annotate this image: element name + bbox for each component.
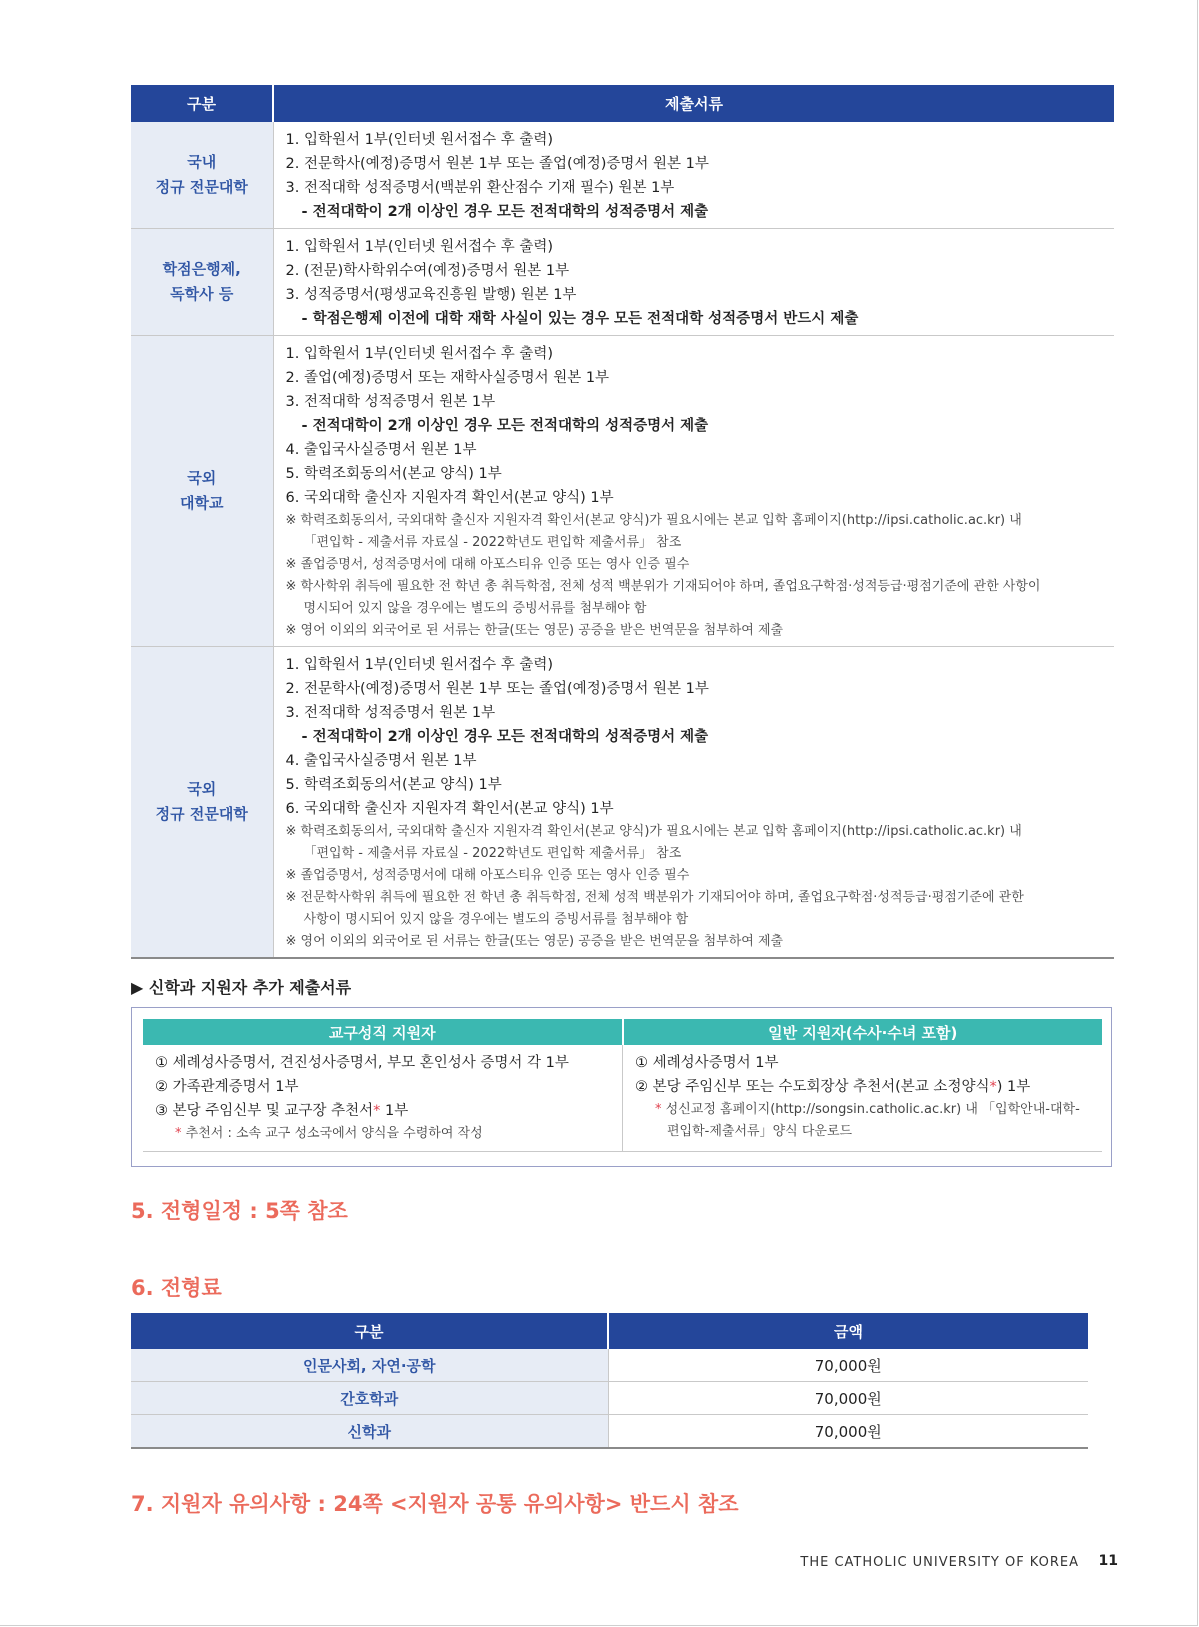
doc-note: ※ 학사학위 취득에 필요한 전 학년 총 취득학점, 전체 성적 백분위가 기재되어야 하며, 졸업요구학점·성적등급·평점기준에 관한 사항이 명시되어 있지 않을 경우에는 별도의 증빙서류를 첨부해야 함 bbox=[285, 579, 1041, 616]
fee-header-amount: 금액 bbox=[608, 1313, 1088, 1349]
doc-line: 1. 입학원서 1부(인터넷 원서접수 후 출력) bbox=[285, 346, 554, 362]
fee-category: 신학과 bbox=[131, 1415, 608, 1449]
doc-note: ※ 학력조회동의서, 국외대학 출신자 지원자격 확인서(본교 양식)가 필요시에는 본교 입학 홈페이지(http://ipsi.catholic.ac.kr) 내 「편입학 - 제출서류 자료실 - 2022학년도 편입학 제출서류」 참조 bbox=[285, 824, 1022, 861]
asterisk-mark: * bbox=[175, 1126, 182, 1141]
theology-line: ① 세례성사증명서 1부 bbox=[635, 1055, 779, 1071]
doc-note: ※ 영어 이외의 외국어로 된 서류는 한글(또는 영문) 공증을 받은 번역문을 첨부하여 제출 bbox=[285, 623, 784, 638]
doc-line: 4. 출입국사실증명서 원본 1부 bbox=[285, 753, 477, 769]
fee-category: 간호학과 bbox=[131, 1382, 608, 1415]
doc-line: 4. 출입국사실증명서 원본 1부 bbox=[285, 442, 477, 458]
doc-line: 5. 학력조회동의서(본교 양식) 1부 bbox=[285, 466, 502, 482]
table-row bbox=[131, 229, 1114, 336]
doc-line: 2. (전문)학사학위수여(예정)증명서 원본 1부 bbox=[285, 263, 570, 279]
fee-amount: 70,000원 bbox=[608, 1382, 1088, 1415]
theology-note-cont: 편입학-제출서류」양식 다운로드 bbox=[667, 1124, 853, 1139]
row-category: 학점은행제, 독학사 등 bbox=[131, 229, 273, 336]
theology-line: ③ 본당 주임신부 및 교구장 추천서* 1부 bbox=[155, 1103, 409, 1119]
fee-amount: 70,000원 bbox=[608, 1349, 1088, 1382]
theology-note: * 성신교정 홈페이지(http://songsin.catholic.ac.kr) 내 「입학안내-대학- bbox=[655, 1102, 1080, 1117]
doc-line: 3. 전적대학 성적증명서 원본 1부 bbox=[285, 705, 496, 721]
doc-note: ※ 전문학사학위 취득에 필요한 전 학년 총 취득학점, 전체 성적 백분위가 기재되어야 하며, 졸업요구학점·성적등급·평점기준에 관한 사항이 명시되어 있지 않을 경우에는 별도의 증빙서류를 첨부해야 함 bbox=[285, 890, 1024, 927]
section-7-title: 7. 지원자 유의사항 : 24쪽 <지원자 공통 유의사항> 반드시 참조 bbox=[131, 1492, 739, 1516]
doc-line: 1. 입학원서 1부(인터넷 원서접수 후 출력) bbox=[285, 132, 554, 148]
doc-line: 1. 입학원서 1부(인터넷 원서접수 후 출력) bbox=[285, 657, 554, 673]
header-category: 구분 bbox=[131, 85, 273, 122]
doc-line: 2. 전문학사(예정)증명서 원본 1부 또는 졸업(예정)증명서 원본 1부 bbox=[285, 156, 709, 172]
asterisk-mark: * bbox=[989, 1079, 997, 1095]
theology-diocesan-cell bbox=[143, 1045, 623, 1152]
doc-bold-line: - 전적대학이 2개 이상인 경우 모든 전적대학의 성적증명서 제출 bbox=[301, 204, 709, 220]
section-6-title: 6. 전형료 bbox=[131, 1276, 222, 1300]
theology-header-general: 일반 지원자(수사·수녀 포함) bbox=[623, 1019, 1103, 1045]
fee-amount: 70,000원 bbox=[608, 1415, 1088, 1449]
table-row bbox=[131, 122, 1114, 229]
doc-line: 3. 전적대학 성적증명서 원본 1부 bbox=[285, 394, 496, 410]
row-category: 국외 정규 전문대학 bbox=[131, 647, 273, 959]
table-row bbox=[131, 647, 1114, 959]
doc-line: 6. 국외대학 출신자 지원자격 확인서(본교 양식) 1부 bbox=[285, 801, 614, 817]
doc-line: 1. 입학원서 1부(인터넷 원서접수 후 출력) bbox=[285, 239, 554, 255]
doc-note: ※ 졸업증명서, 성적증명서에 대해 아포스티유 인증 또는 영사 인증 필수 bbox=[285, 557, 690, 572]
table-row bbox=[131, 1382, 1088, 1415]
theology-table bbox=[143, 1019, 1102, 1152]
theology-box bbox=[131, 1007, 1112, 1167]
asterisk-mark: * bbox=[655, 1102, 662, 1117]
theology-heading: ▶ 신학과 지원자 추가 제출서류 bbox=[131, 978, 352, 997]
doc-bold-line: - 전적대학이 2개 이상인 경우 모든 전적대학의 성적증명서 제출 bbox=[301, 418, 709, 434]
header-documents: 제출서류 bbox=[273, 85, 1114, 122]
doc-note: ※ 학력조회동의서, 국외대학 출신자 지원자격 확인서(본교 양식)가 필요시에는 본교 입학 홈페이지(http://ipsi.catholic.ac.kr) 내 「편입학 - 제출서류 자료실 - 2022학년도 편입학 제출서류」 참조 bbox=[285, 513, 1022, 550]
theology-general-cell bbox=[623, 1045, 1103, 1152]
doc-line: 2. 졸업(예정)증명서 또는 재학사실증명서 원본 1부 bbox=[285, 370, 610, 386]
row-items bbox=[273, 336, 1114, 647]
doc-note: ※ 졸업증명서, 성적증명서에 대해 아포스티유 인증 또는 영사 인증 필수 bbox=[285, 868, 690, 883]
row-items bbox=[273, 122, 1114, 229]
doc-line: 6. 국외대학 출신자 지원자격 확인서(본교 양식) 1부 bbox=[285, 490, 614, 506]
documents-table bbox=[131, 85, 1114, 959]
table-row bbox=[131, 1415, 1088, 1449]
theology-line: ① 세례성사증명서, 견진성사증명서, 부모 혼인성사 증명서 각 1부 bbox=[155, 1055, 569, 1071]
doc-bold-line: - 전적대학이 2개 이상인 경우 모든 전적대학의 성적증명서 제출 bbox=[301, 729, 709, 745]
doc-line: 2. 전문학사(예정)증명서 원본 1부 또는 졸업(예정)증명서 원본 1부 bbox=[285, 681, 709, 697]
row-category: 국외 대학교 bbox=[131, 336, 273, 647]
asterisk-mark: * bbox=[373, 1103, 381, 1119]
row-items bbox=[273, 647, 1114, 959]
fee-header-category: 구분 bbox=[131, 1313, 608, 1349]
theology-note: * 추천서 : 소속 교구 성소국에서 양식을 수령하여 작성 bbox=[175, 1126, 483, 1141]
row-category: 국내 정규 전문대학 bbox=[131, 122, 273, 229]
doc-bold-line: - 학점은행제 이전에 대학 재학 사실이 있는 경우 모든 전적대학 성적증명서 반드시 제출 bbox=[301, 311, 859, 327]
doc-line: 3. 전적대학 성적증명서(백분위 환산점수 기재 필수) 원본 1부 bbox=[285, 180, 675, 196]
theology-line: ② 가족관계증명서 1부 bbox=[155, 1079, 299, 1095]
row-items bbox=[273, 229, 1114, 336]
fee-category: 인문사회, 자연·공학 bbox=[131, 1349, 608, 1382]
footer-university: THE CATHOLIC UNIVERSITY OF KOREA bbox=[800, 1555, 1079, 1570]
doc-note: ※ 영어 이외의 외국어로 된 서류는 한글(또는 영문) 공증을 받은 번역문을 첨부하여 제출 bbox=[285, 934, 784, 949]
page-number: 11 bbox=[1098, 1553, 1118, 1569]
theology-header-diocesan: 교구성직 지원자 bbox=[143, 1019, 623, 1045]
theology-line: ② 본당 주임신부 또는 수도회장상 추천서(본교 소정양식*) 1부 bbox=[635, 1079, 1031, 1095]
table-row bbox=[131, 1349, 1088, 1382]
fee-table bbox=[131, 1313, 1088, 1449]
doc-line: 3. 성적증명서(평생교육진흥원 발행) 원본 1부 bbox=[285, 287, 577, 303]
section-5-title: 5. 전형일정 : 5쪽 참조 bbox=[131, 1199, 348, 1223]
table-row bbox=[131, 336, 1114, 647]
doc-line: 5. 학력조회동의서(본교 양식) 1부 bbox=[285, 777, 502, 793]
